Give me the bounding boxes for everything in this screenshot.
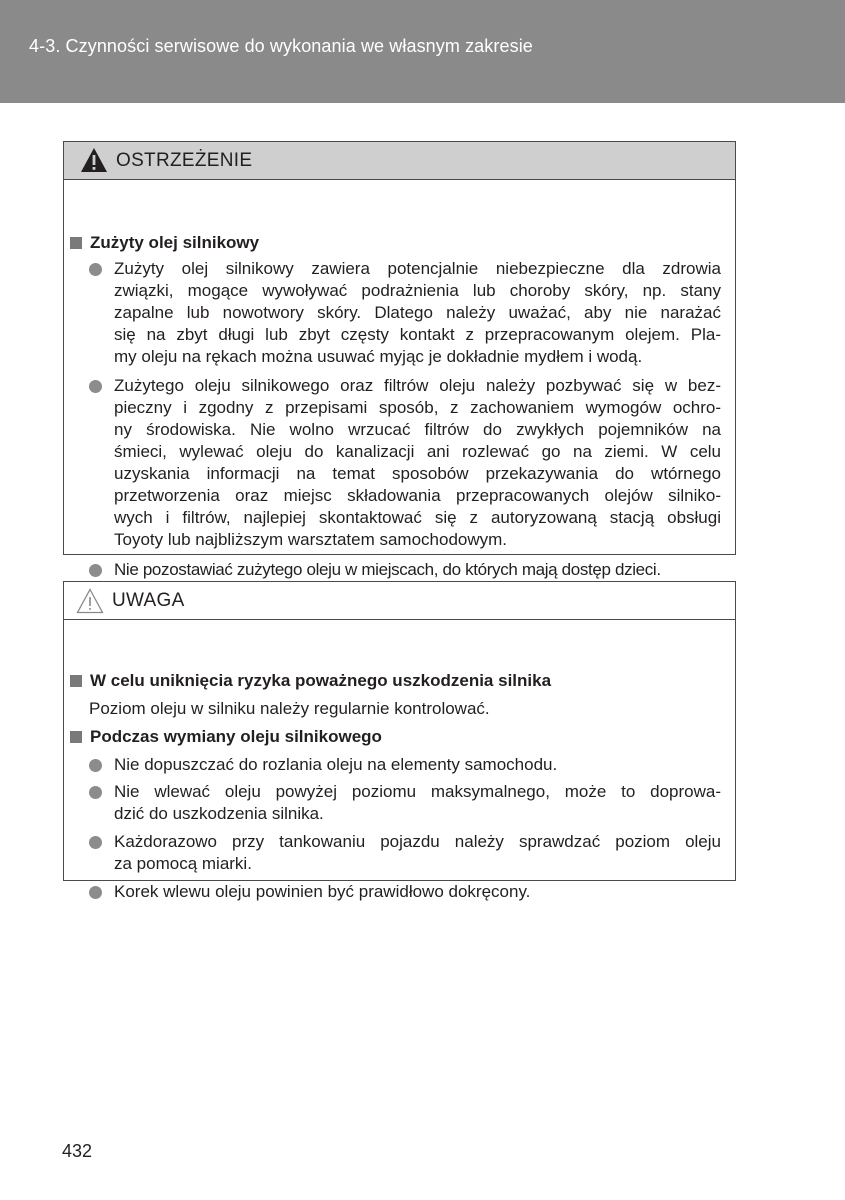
warning-label: OSTRZEŻENIE <box>116 150 253 171</box>
page-header <box>0 0 845 103</box>
round-bullet-icon <box>89 564 102 577</box>
round-bullet-icon <box>89 263 102 276</box>
warning-box-header <box>64 142 735 180</box>
section-title-oil-change: Podczas wymiany oleju silnikowego <box>70 726 382 748</box>
warning-outline-icon <box>76 588 104 614</box>
round-bullet-icon <box>89 786 102 799</box>
warning-box <box>63 141 736 579</box>
notice-box-header <box>64 582 735 620</box>
page-number: 432 <box>62 1141 93 1161</box>
list-item: Każdorazowo przy tankowaniu pojazdu należy sprawdzać poziom oleju za pomocą miarki. <box>89 831 721 875</box>
square-bullet-icon <box>70 731 82 743</box>
list-item: Zużytego oleju silnikowego oraz filtrów oleju należy pozbywać się w bez- pieczny i zgodny z przepisami sposób, z zachowaniem wymogów ochro- ny środowiska. Nie wolno wrzucać filtrów do zwykłych pojemników na śmieci, wylewać oleju do kanalizacji ani rozlewać go na ziemi. W celu uzyskania informacji na temat sposobów przekazywania do wtórnego przetworzenia oraz miejsc składowania przepracowanych olejów silniko- wych i filtrów, najlepiej skontaktować się z autoryzowaną stacją obsługi Toyoty lub najbliższym warsztatem samochodowym. <box>89 375 721 551</box>
square-bullet-icon <box>70 237 82 249</box>
list-item: Nie pozostawiać zużytego oleju w miejscach, do których mają dostęp dzieci. <box>89 559 721 581</box>
list-item: Nie wlewać oleju powyżej poziomu maksymalnego, może to doprowa- dzić do uszkodzenia silnika. <box>89 781 721 825</box>
notice-box <box>63 581 736 901</box>
round-bullet-icon <box>89 886 102 899</box>
round-bullet-icon <box>89 380 102 393</box>
paragraph: Poziom oleju w silniku należy regularnie kontrolować. <box>89 699 490 718</box>
section-title-engine-damage: W celu uniknięcia ryzyka poważnego uszkodzenia silnika <box>70 670 551 692</box>
section-title-used-oil: Zużyty olej silnikowy <box>70 232 259 254</box>
round-bullet-icon <box>89 759 102 772</box>
round-bullet-icon <box>89 836 102 849</box>
list-item: Nie dopuszczać do rozlania oleju na elementy samochodu. <box>89 754 721 776</box>
warning-filled-icon <box>80 147 108 173</box>
square-bullet-icon <box>70 675 82 687</box>
section-heading: 4-3. Czynności serwisowe do wykonania we własnym zakresie <box>29 36 533 56</box>
list-item: Zużyty olej silnikowy zawiera potencjalnie niebezpieczne dla zdrowia związki, mogące wywoływać podrażnienia lub choroby skóry, np. stany zapalne lub nowotwory skóry. Dlatego należy uważać, aby nie narażać się na zbyt długi lub zbyt częsty kontakt z przepracowanym olejem. Pla- my oleju na rękach można usuwać myjąc je dokładnie mydłem i wodą. <box>89 258 721 368</box>
notice-label: UWAGA <box>112 590 185 611</box>
list-item: Korek wlewu oleju powinien być prawidłowo dokręcony. <box>89 881 721 903</box>
